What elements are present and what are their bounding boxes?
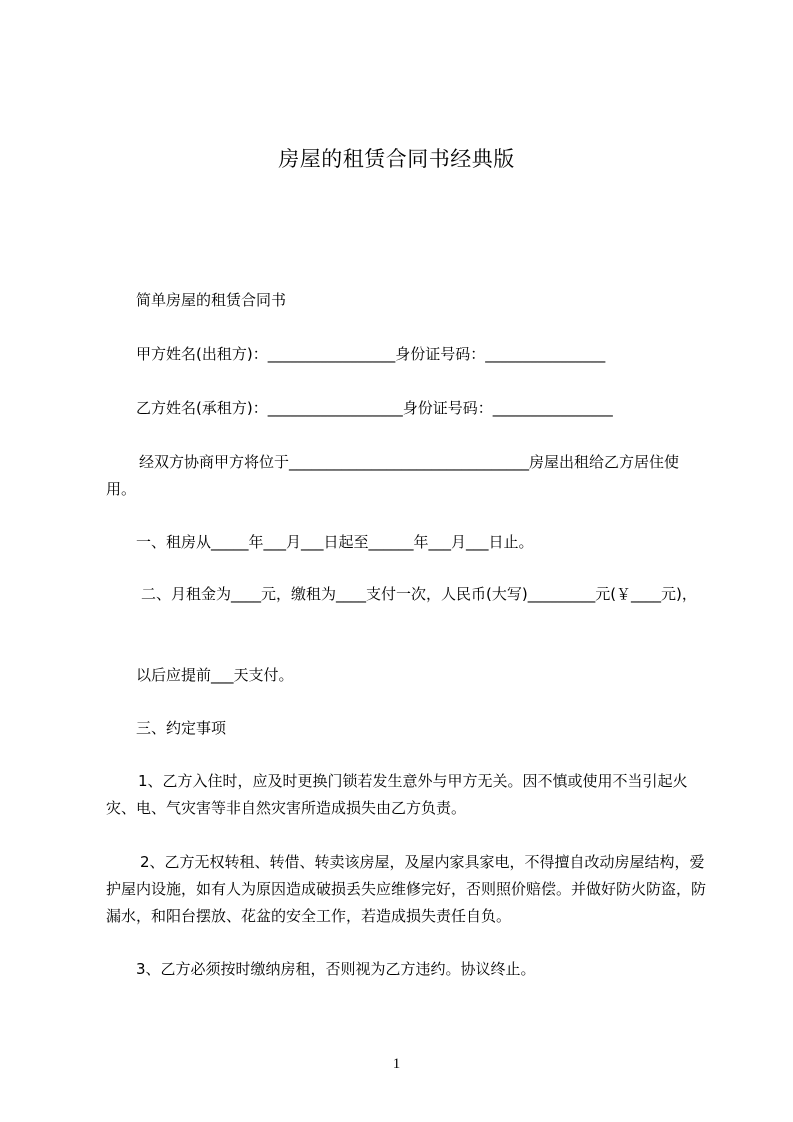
agreement-item-1: 1、乙方入住时，应及时更换门锁若发生意外与甲方无关。因不慎或使用不当引起火灾、电、气灾害等非自然灾害所造成损失由乙方负责。 bbox=[106, 772, 688, 817]
agreement-intro-paragraph: 经双方协商甲方将位于________________________________房屋出租给乙方居住使用。 bbox=[106, 453, 680, 498]
page-number: 1 bbox=[392, 1056, 401, 1072]
document-subtitle: 简单房屋的租赁合同书 bbox=[136, 291, 287, 309]
party-a-line: 甲方姓名(出租方)：_________________身份证号码：________________ bbox=[136, 345, 606, 363]
agreement-item-2: 2、乙方无权转租、转借、转卖该房屋，及屋内家具家电，不得擅自改动房屋结构，爱护屋内设施，如有人为原因造成破损丢失应维修完好，否则照价赔偿。并做好防火防盗，防漏水，和阳台摆放、花盆的安全工作，若造成损失责任自负。 bbox=[106, 853, 707, 925]
party-b-line: 乙方姓名(承租方)：__________________身份证号码：________________ bbox=[136, 399, 613, 417]
clause-3-heading: 三、约定事项 bbox=[136, 719, 227, 737]
clause-1: 一、租房从_____年___月___日起至______年___月___日止。 bbox=[136, 533, 534, 551]
agreement-item-3: 3、乙方必须按时缴纳房租，否则视为乙方违约。协议终止。 bbox=[136, 960, 536, 978]
clause-2: 二、月租金为____元，缴租为____支付一次，人民币(大写)_________元(￥____元)， bbox=[141, 585, 697, 603]
clause-2-continued: 以后应提前___天支付。 bbox=[136, 666, 294, 684]
document-title: 房屋的租赁合同书经典版 bbox=[278, 147, 515, 171]
